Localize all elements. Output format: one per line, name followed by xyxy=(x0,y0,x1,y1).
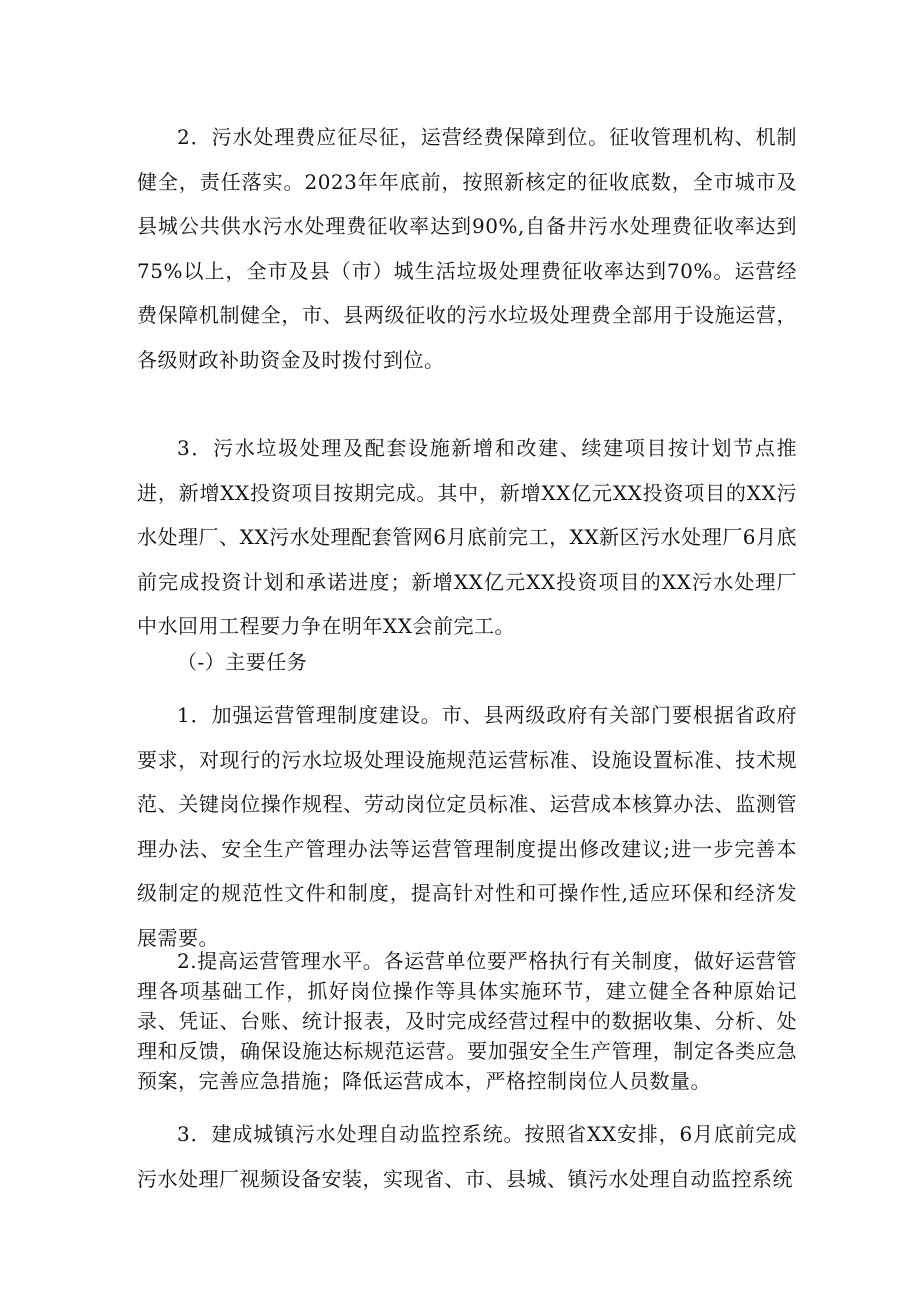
section-heading-main-tasks: （-）主要任务 xyxy=(177,650,308,674)
paragraph-project-progress: 3．污水垃圾处理及配套设施新增和改建、续建项目按计划节点推进，新增XX投资项目按期完成。其中，新增XX亿元XX投资项目的XX污水处理厂、XX污水处理配套管网6月底前完工，XX新区污水处理厂6月底前完成投资计划和承诺进度；新增XX亿元XX投资项目的XX污水处理厂中水回用工程要力争在明年XX会前完工。 xyxy=(137,436,797,638)
paragraph-operation-level: 2.提高运营管理水平。各运营单位要严格执行有关制度，做好运营管理各项基础工作，抓好岗位操作等具体实施环节，建立健全各种原始记录、凭证、台账、统计报表，及时完成经营过程中的数据收集、分析、处理和反馈，确保设施达标规范运营。要加强安全生产管理，制定各类应急预案，完善应急措施；降低运营成本，严格控制岗位人员数量。 xyxy=(137,949,797,1093)
paragraph-fee-collection: 2．污水处理费应征尽征，运营经费保障到位。征收管理机构、机制健全，责任落实。2023年年底前，按照新核定的征收底数，全市城市及县城公共供水污水处理费征收率达到90%,自备井污水处理费征收率达到75%以上，全市及县（市）城生活垃圾处理费征收率达到70%。运营经费保障机制健全，市、县两级征收的污水垃圾处理费全部用于设施运营，各级财政补助资金及时拨付到位。 xyxy=(137,125,797,372)
paragraph-management-system: 1．加强运营管理制度建设。市、县两级政府有关部门要根据省政府要求，对现行的污水垃圾处理设施规范运营标准、设施设置标准、技术规范、关键岗位操作规程、劳动岗位定员标准、运营成本核算办法、监测管理办法、安全生产管理办法等运营管理制度提出修改建议;进一步完善本级制定的规范性文件和制度，提高针对性和可操作性,适应环保和经济发展需要。 xyxy=(137,703,797,950)
paragraph-monitoring-system: 3．建成城镇污水处理自动监控系统。按照省XX安排，6月底前完成污水处理厂视频设备安装，实现省、市、县城、镇污水处理自动监控系统 xyxy=(137,1122,797,1191)
